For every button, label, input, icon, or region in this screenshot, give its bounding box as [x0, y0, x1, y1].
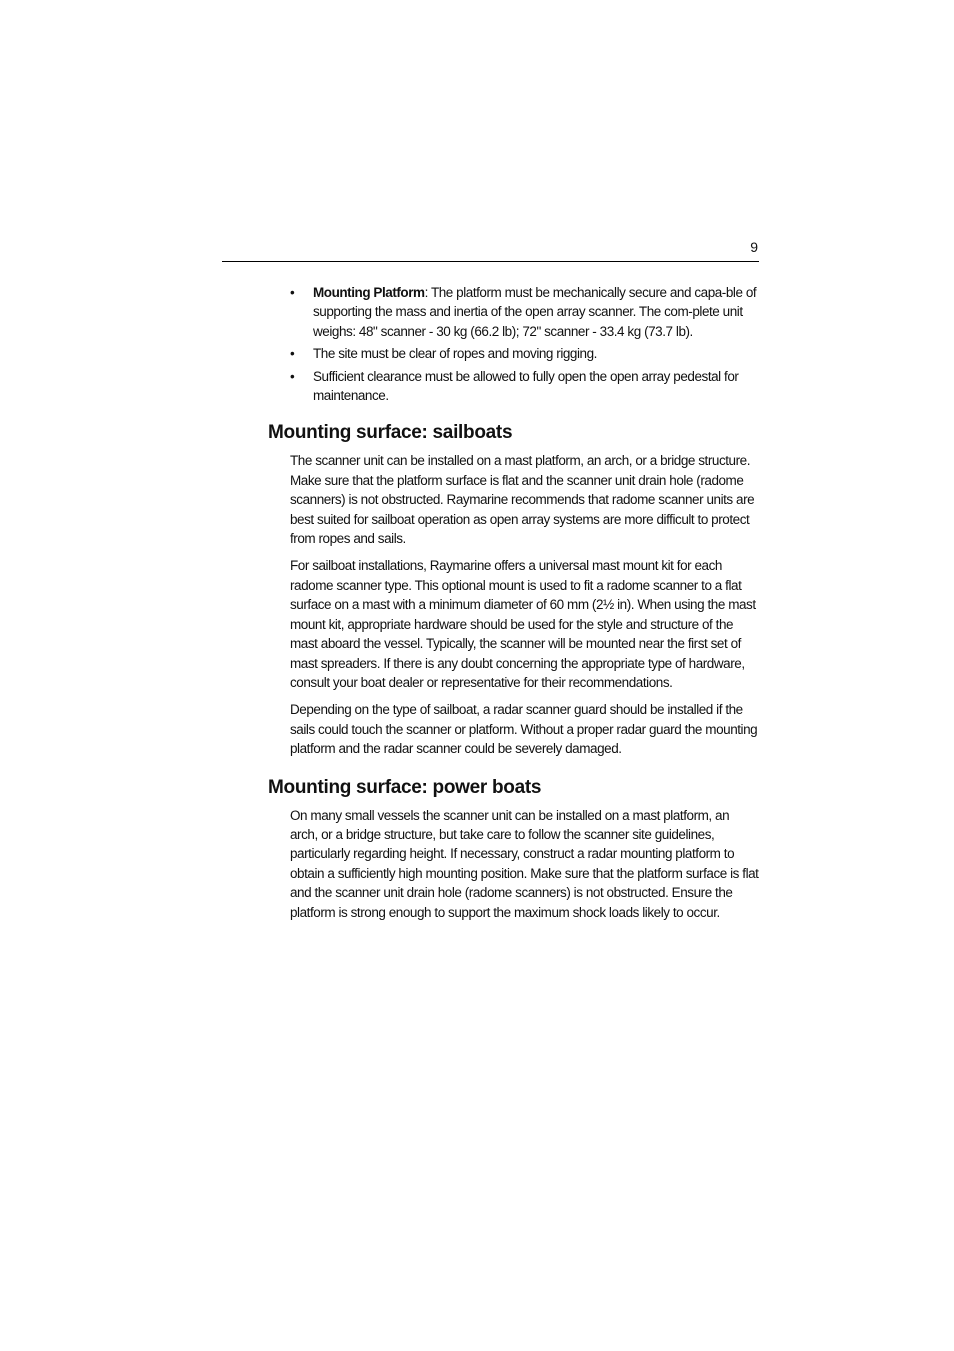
bullet-icon: • — [290, 285, 295, 300]
header-rule — [222, 261, 759, 262]
bullet-text: : The platform must be mechanically secure and capa-ble of supporting the mass and inertia of the open array scanner. The com-plete unit weighs: 48" scanner - 30 kg (66.2 lb); 72" scanner - 33.4 kg (73.7 lb). — [313, 285, 757, 339]
paragraph: For sailboat installations, Raymarine offers a universal mast mount kit for each radome scanner type. This optional mount is used to fit a radome scanner to a flat surface on a mast with a minimum diameter of 60 mm (2½ in). When using the mast mount kit, appropriate hardware should be used for the style and structure of the mast aboard the vessel. Typically, the scanner will be mounted near the first set of mast spreaders. If there is any doubt concerning the appropriate type of hardware, consult your boat dealer or representative for their recommendations. — [290, 558, 756, 690]
paragraph: The scanner unit can be installed on a mast platform, an arch, or a bridge structure. Make sure that the platform surface is flat and the scanner unit drain hole (radome scanners) is not obstructed. Raymarine recommends that radome scanner units are best suited for sailboat operation as open array systems are more difficult to protect from ropes and sails. — [290, 453, 755, 547]
bullet-bold-label: Mounting Platform — [313, 285, 425, 300]
page-number: 9 — [750, 239, 758, 255]
bullet-icon: • — [290, 368, 295, 384]
paragraph: On many small vessels the scanner unit can be installed on a mast platform, an arch, or a bridge structure, but take care to follow the scanner site guidelines, particularly regarding height. If necessary, construct a radar mounting platform to obtain a sufficiently high mounting position. Make sure that the platform surface is flat and the scanner unit drain hole (radome scanners) is not obstructed. Ensure the platform is strong enough to support the maximum shock loads likely to occur. — [290, 807, 759, 920]
bullet-icon: • — [290, 346, 295, 362]
bullet-text: Sufficient clearance must be allowed to fully open the open array pedestal for maintenance. — [313, 368, 739, 404]
paragraph: Depending on the type of sailboat, a radar scanner guard should be installed if the sails could touch the scanner or platform. Without a proper radar guard the mounting platform and the radar scanner could be severely damaged. — [290, 702, 758, 757]
page-content — [268, 283, 760, 930]
section-heading-power-boats: Mounting surface: power boats — [268, 776, 542, 798]
bullet-text: The site must be clear of ropes and moving rigging. — [313, 346, 597, 362]
bullet-list — [290, 283, 760, 405]
bullet-item — [290, 367, 760, 406]
section-heading-sailboats: Mounting surface: sailboats — [268, 422, 513, 444]
bullet-item — [290, 344, 760, 363]
bullet-item — [290, 283, 760, 341]
